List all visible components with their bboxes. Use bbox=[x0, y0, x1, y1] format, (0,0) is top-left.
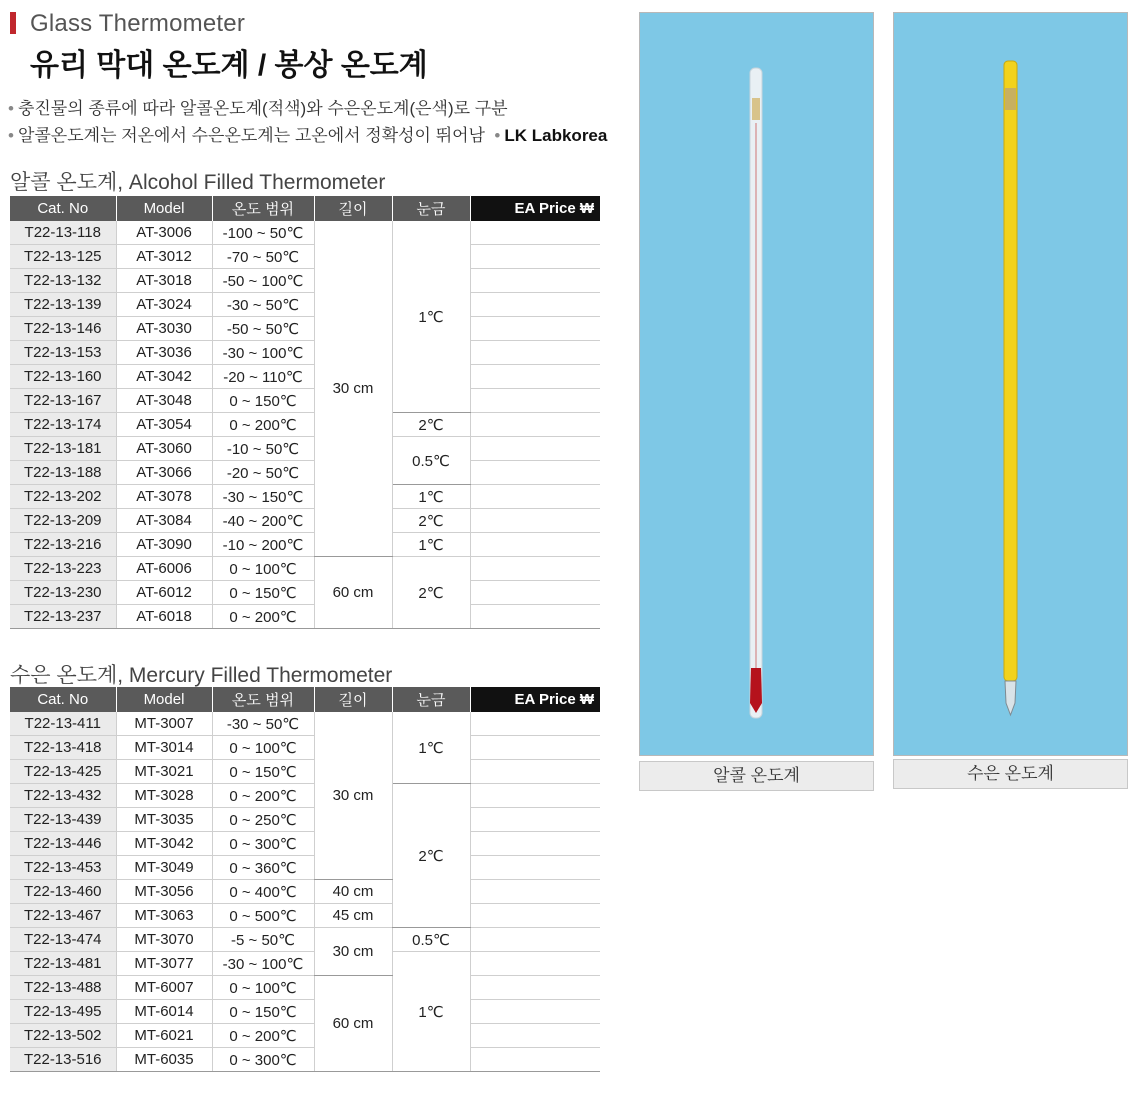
cat-no-cell: T22-13-439 bbox=[10, 808, 116, 832]
price-cell bbox=[470, 832, 600, 856]
table-row bbox=[10, 808, 600, 832]
price-cell bbox=[470, 365, 600, 389]
model-cell: MT-3035 bbox=[116, 808, 212, 832]
length-cell: 30 cm bbox=[314, 712, 392, 880]
table-row bbox=[10, 952, 600, 976]
price-cell bbox=[470, 341, 600, 365]
bullet-item: • 충진물의 종류에 따라 알콜온도계(적색)와 수은온도계(은색)로 구분 bbox=[8, 99, 508, 118]
cat-no-cell: T22-13-516 bbox=[10, 1048, 116, 1072]
scale-cell: 1℃ bbox=[392, 533, 470, 557]
model-cell: AT-3048 bbox=[116, 389, 212, 413]
table-row bbox=[10, 221, 600, 245]
cat-no-cell: T22-13-474 bbox=[10, 928, 116, 952]
bullet-dot-icon: • bbox=[8, 126, 14, 145]
table-row bbox=[10, 856, 600, 880]
model-cell: AT-3090 bbox=[116, 533, 212, 557]
range-cell: 0 ~ 300℃ bbox=[212, 832, 314, 856]
mercury-tube bbox=[1004, 61, 1017, 681]
model-cell: MT-3042 bbox=[116, 832, 212, 856]
length-cell: 30 cm bbox=[314, 221, 392, 557]
col-header-length: 길이 bbox=[314, 687, 392, 712]
price-cell bbox=[470, 880, 600, 904]
model-cell: AT-3006 bbox=[116, 221, 212, 245]
mercury-thermometer-photo bbox=[893, 12, 1128, 756]
price-cell bbox=[470, 269, 600, 293]
table-row bbox=[10, 904, 600, 928]
model-cell: MT-6021 bbox=[116, 1024, 212, 1048]
range-cell: -70 ~ 50℃ bbox=[212, 245, 314, 269]
price-cell bbox=[470, 245, 600, 269]
scale-cell: 1℃ bbox=[392, 952, 470, 1072]
table-row bbox=[10, 413, 600, 437]
bullet-dot-icon: • bbox=[494, 126, 501, 145]
range-cell: 0 ~ 360℃ bbox=[212, 856, 314, 880]
cat-no-cell: T22-13-181 bbox=[10, 437, 116, 461]
cat-no-cell: T22-13-139 bbox=[10, 293, 116, 317]
brand-label: LK Labkorea bbox=[504, 126, 608, 145]
range-cell: -10 ~ 50℃ bbox=[212, 437, 314, 461]
mercury-spec-table bbox=[10, 687, 600, 1072]
cat-no-cell: T22-13-132 bbox=[10, 269, 116, 293]
range-cell: -100 ~ 50℃ bbox=[212, 221, 314, 245]
range-cell: 0 ~ 150℃ bbox=[212, 389, 314, 413]
table-header-row bbox=[10, 196, 600, 221]
model-cell: MT-6035 bbox=[116, 1048, 212, 1072]
scale-cell: 2℃ bbox=[392, 509, 470, 533]
page-title-en: Glass Thermometer bbox=[30, 10, 246, 37]
price-cell bbox=[470, 1000, 600, 1024]
col-header-price: EA Price ₩ bbox=[470, 687, 600, 712]
bullet-dot-icon: • bbox=[8, 99, 14, 118]
range-cell: -30 ~ 150℃ bbox=[212, 485, 314, 509]
mercury-bulb bbox=[1005, 681, 1016, 715]
table-row bbox=[10, 365, 600, 389]
model-cell: MT-6007 bbox=[116, 976, 212, 1000]
cat-no-cell: T22-13-418 bbox=[10, 736, 116, 760]
price-cell bbox=[470, 760, 600, 784]
scale-cell: 1℃ bbox=[392, 485, 470, 509]
col-header-range: 온도 범위 bbox=[212, 196, 314, 221]
price-cell bbox=[470, 928, 600, 952]
range-cell: -30 ~ 50℃ bbox=[212, 293, 314, 317]
price-cell bbox=[470, 293, 600, 317]
alcohol-cap-label bbox=[752, 98, 760, 120]
table-row bbox=[10, 928, 600, 952]
col-header-price: EA Price ₩ bbox=[470, 196, 600, 221]
price-cell bbox=[470, 221, 600, 245]
scale-cell: 1℃ bbox=[392, 712, 470, 784]
price-cell bbox=[470, 509, 600, 533]
table-row bbox=[10, 461, 600, 485]
cat-no-cell: T22-13-488 bbox=[10, 976, 116, 1000]
range-cell: 0 ~ 150℃ bbox=[212, 760, 314, 784]
cat-no-cell: T22-13-467 bbox=[10, 904, 116, 928]
range-cell: -30 ~ 100℃ bbox=[212, 341, 314, 365]
cat-no-cell: T22-13-237 bbox=[10, 605, 116, 629]
cat-no-cell: T22-13-495 bbox=[10, 1000, 116, 1024]
cat-no-cell: T22-13-460 bbox=[10, 880, 116, 904]
cat-no-cell: T22-13-481 bbox=[10, 952, 116, 976]
model-cell: AT-3060 bbox=[116, 437, 212, 461]
model-cell: AT-3030 bbox=[116, 317, 212, 341]
price-cell bbox=[470, 413, 600, 437]
cat-no-cell: T22-13-160 bbox=[10, 365, 116, 389]
range-cell: 0 ~ 200℃ bbox=[212, 1024, 314, 1048]
model-cell: AT-3054 bbox=[116, 413, 212, 437]
price-cell bbox=[470, 1024, 600, 1048]
alcohol-thermometer-photo bbox=[639, 12, 874, 756]
range-cell: 0 ~ 300℃ bbox=[212, 1048, 314, 1072]
model-cell: AT-3024 bbox=[116, 293, 212, 317]
range-cell: -50 ~ 50℃ bbox=[212, 317, 314, 341]
table-row bbox=[10, 736, 600, 760]
range-cell: 0 ~ 500℃ bbox=[212, 904, 314, 928]
col-header-length: 길이 bbox=[314, 196, 392, 221]
scale-cell: 2℃ bbox=[392, 784, 470, 928]
cat-no-cell: T22-13-216 bbox=[10, 533, 116, 557]
price-cell bbox=[470, 317, 600, 341]
cat-no-cell: T22-13-230 bbox=[10, 581, 116, 605]
model-cell: AT-3036 bbox=[116, 341, 212, 365]
model-cell: MT-3077 bbox=[116, 952, 212, 976]
table-row bbox=[10, 317, 600, 341]
price-cell bbox=[470, 437, 600, 461]
cat-no-cell: T22-13-223 bbox=[10, 557, 116, 581]
table-row bbox=[10, 605, 600, 629]
range-cell: 0 ~ 200℃ bbox=[212, 605, 314, 629]
bullet-item: • 알콜온도계는 저온에서 수은온도계는 고온에서 정확성이 뛰어남 • LK Labkorea bbox=[8, 126, 608, 145]
range-cell: 0 ~ 150℃ bbox=[212, 581, 314, 605]
price-cell bbox=[470, 389, 600, 413]
table-row bbox=[10, 341, 600, 365]
scale-cell: 2℃ bbox=[392, 557, 470, 629]
price-cell bbox=[470, 976, 600, 1000]
feature-bullets bbox=[8, 95, 607, 149]
model-cell: AT-6012 bbox=[116, 581, 212, 605]
range-cell: 0 ~ 200℃ bbox=[212, 784, 314, 808]
length-cell: 60 cm bbox=[314, 557, 392, 629]
length-cell: 40 cm bbox=[314, 880, 392, 904]
range-cell: -5 ~ 50℃ bbox=[212, 928, 314, 952]
col-header-cat: Cat. No bbox=[10, 687, 116, 712]
model-cell: MT-3056 bbox=[116, 880, 212, 904]
cat-no-cell: T22-13-167 bbox=[10, 389, 116, 413]
model-cell: AT-6018 bbox=[116, 605, 212, 629]
col-header-cat: Cat. No bbox=[10, 196, 116, 221]
table-row bbox=[10, 485, 600, 509]
model-cell: MT-6014 bbox=[116, 1000, 212, 1024]
range-cell: -30 ~ 100℃ bbox=[212, 952, 314, 976]
cat-no-cell: T22-13-425 bbox=[10, 760, 116, 784]
cat-no-cell: T22-13-209 bbox=[10, 509, 116, 533]
col-header-range: 온도 범위 bbox=[212, 687, 314, 712]
table-header-row bbox=[10, 687, 600, 712]
model-cell: MT-3049 bbox=[116, 856, 212, 880]
table-row bbox=[10, 760, 600, 784]
col-header-scale: 눈금 bbox=[392, 687, 470, 712]
table-row bbox=[10, 269, 600, 293]
range-cell: -10 ~ 200℃ bbox=[212, 533, 314, 557]
model-cell: MT-3063 bbox=[116, 904, 212, 928]
cat-no-cell: T22-13-174 bbox=[10, 413, 116, 437]
price-cell bbox=[470, 952, 600, 976]
table-row bbox=[10, 533, 600, 557]
cat-no-cell: T22-13-202 bbox=[10, 485, 116, 509]
table-row bbox=[10, 1048, 600, 1072]
scale-cell: 2℃ bbox=[392, 413, 470, 437]
range-cell: -30 ~ 50℃ bbox=[212, 712, 314, 736]
price-cell bbox=[470, 581, 600, 605]
cat-no-cell: T22-13-146 bbox=[10, 317, 116, 341]
range-cell: -20 ~ 50℃ bbox=[212, 461, 314, 485]
model-cell: MT-3014 bbox=[116, 736, 212, 760]
scale-cell: 0.5℃ bbox=[392, 928, 470, 952]
model-cell: AT-3078 bbox=[116, 485, 212, 509]
range-cell: -50 ~ 100℃ bbox=[212, 269, 314, 293]
range-cell: -40 ~ 200℃ bbox=[212, 509, 314, 533]
cat-no-cell: T22-13-153 bbox=[10, 341, 116, 365]
range-cell: 0 ~ 100℃ bbox=[212, 736, 314, 760]
cat-no-cell: T22-13-453 bbox=[10, 856, 116, 880]
model-cell: AT-3012 bbox=[116, 245, 212, 269]
range-cell: 0 ~ 100℃ bbox=[212, 557, 314, 581]
table-row bbox=[10, 245, 600, 269]
table-row bbox=[10, 880, 600, 904]
model-cell: MT-3070 bbox=[116, 928, 212, 952]
length-cell: 45 cm bbox=[314, 904, 392, 928]
cat-no-cell: T22-13-446 bbox=[10, 832, 116, 856]
price-cell bbox=[470, 808, 600, 832]
col-header-model: Model bbox=[116, 687, 212, 712]
price-cell bbox=[470, 557, 600, 581]
table-row bbox=[10, 389, 600, 413]
range-cell: 0 ~ 400℃ bbox=[212, 880, 314, 904]
price-cell bbox=[470, 784, 600, 808]
table-row bbox=[10, 437, 600, 461]
col-header-scale: 눈금 bbox=[392, 196, 470, 221]
range-cell: -20 ~ 110℃ bbox=[212, 365, 314, 389]
table-row bbox=[10, 293, 600, 317]
price-cell bbox=[470, 712, 600, 736]
model-cell: AT-6006 bbox=[116, 557, 212, 581]
scale-cell: 0.5℃ bbox=[392, 437, 470, 485]
alcohol-section-title: 알콜 온도계, Alcohol Filled Thermometer bbox=[10, 171, 386, 194]
cat-no-cell: T22-13-125 bbox=[10, 245, 116, 269]
table-row bbox=[10, 509, 600, 533]
table-row bbox=[10, 976, 600, 1000]
model-cell: AT-3066 bbox=[116, 461, 212, 485]
price-cell bbox=[470, 533, 600, 557]
cat-no-cell: T22-13-502 bbox=[10, 1024, 116, 1048]
price-cell bbox=[470, 485, 600, 509]
cat-no-cell: T22-13-118 bbox=[10, 221, 116, 245]
alcohol-spec-table bbox=[10, 196, 600, 629]
model-cell: AT-3084 bbox=[116, 509, 212, 533]
table-row bbox=[10, 712, 600, 736]
price-cell bbox=[470, 1048, 600, 1072]
price-cell bbox=[470, 904, 600, 928]
cat-no-cell: T22-13-432 bbox=[10, 784, 116, 808]
length-cell: 60 cm bbox=[314, 976, 392, 1072]
mercury-thermometer-image bbox=[894, 13, 1127, 755]
mercury-section-title: 수은 온도계, Mercury Filled Thermometer bbox=[10, 664, 393, 687]
price-cell bbox=[470, 736, 600, 760]
alcohol-photo-caption: 알콜 온도계 bbox=[639, 761, 874, 791]
model-cell: AT-3018 bbox=[116, 269, 212, 293]
range-cell: 0 ~ 200℃ bbox=[212, 413, 314, 437]
table-row bbox=[10, 581, 600, 605]
title-accent-bar bbox=[10, 12, 16, 34]
length-cell: 30 cm bbox=[314, 928, 392, 976]
model-cell: MT-3007 bbox=[116, 712, 212, 736]
table-row bbox=[10, 832, 600, 856]
mercury-cap-label bbox=[1005, 88, 1016, 110]
cat-no-cell: T22-13-411 bbox=[10, 712, 116, 736]
range-cell: 0 ~ 250℃ bbox=[212, 808, 314, 832]
range-cell: 0 ~ 100℃ bbox=[212, 976, 314, 1000]
table-row bbox=[10, 1024, 600, 1048]
price-cell bbox=[470, 605, 600, 629]
table-row bbox=[10, 784, 600, 808]
col-header-model: Model bbox=[116, 196, 212, 221]
model-cell: MT-3021 bbox=[116, 760, 212, 784]
scale-cell: 1℃ bbox=[392, 221, 470, 413]
alcohol-thermometer-image bbox=[640, 13, 873, 755]
model-cell: AT-3042 bbox=[116, 365, 212, 389]
price-cell bbox=[470, 461, 600, 485]
price-cell bbox=[470, 856, 600, 880]
page-title-ko: 유리 막대 온도계 / 봉상 온도계 bbox=[30, 49, 428, 82]
table-row bbox=[10, 557, 600, 581]
range-cell: 0 ~ 150℃ bbox=[212, 1000, 314, 1024]
model-cell: MT-3028 bbox=[116, 784, 212, 808]
cat-no-cell: T22-13-188 bbox=[10, 461, 116, 485]
table-row bbox=[10, 1000, 600, 1024]
mercury-photo-caption: 수은 온도계 bbox=[893, 759, 1128, 789]
